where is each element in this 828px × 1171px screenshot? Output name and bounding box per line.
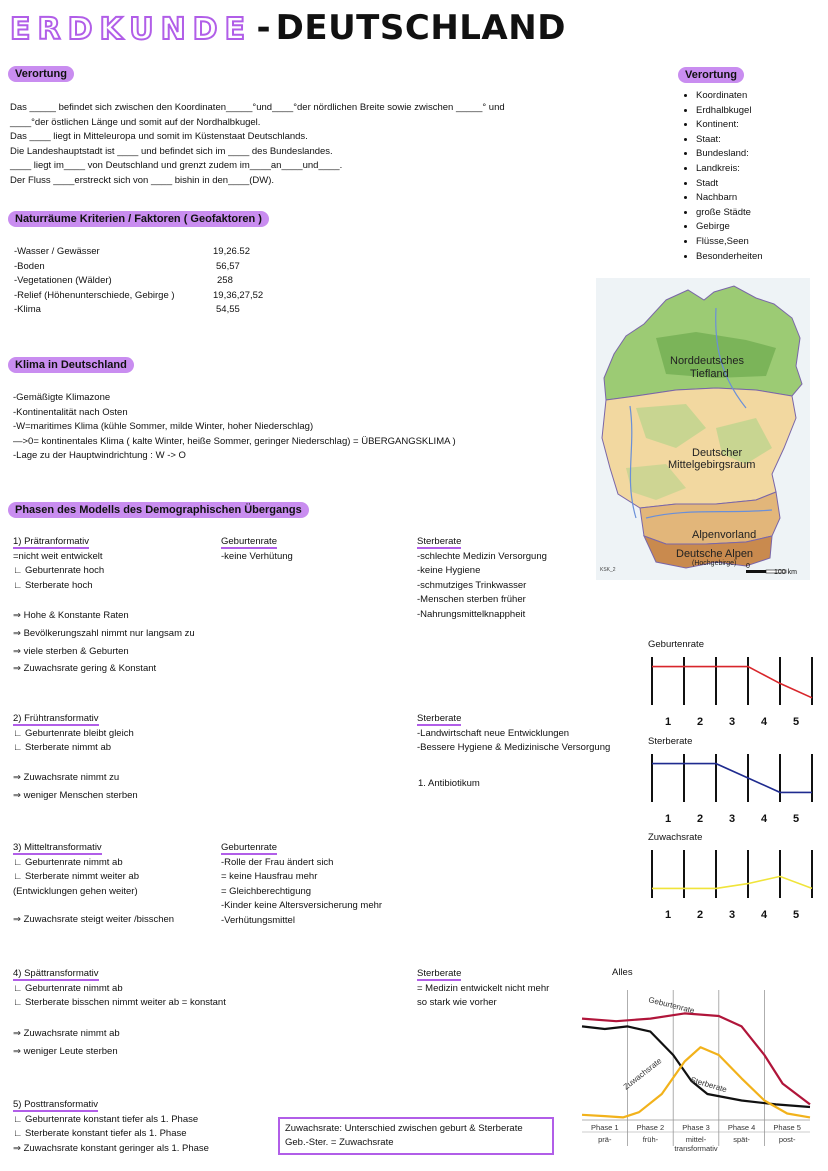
- verortung-text: [10, 101, 505, 189]
- phase-line: (Entwicklungen gehen weiter): [13, 885, 138, 897]
- chart-tick-label: 3: [729, 715, 736, 728]
- chart-svg: [648, 846, 818, 924]
- chart-tick-label: 1: [665, 715, 672, 728]
- chart-title: Zuwachsrate: [648, 832, 703, 843]
- map-label: Deutscher: [692, 447, 743, 459]
- zuwachsrate-box: [278, 1117, 554, 1155]
- checklist-item: • große Städte: [696, 206, 763, 221]
- chart-tick-label: 2: [697, 908, 704, 921]
- phase1-left: [13, 535, 104, 593]
- chart-tick-label: 4: [761, 715, 768, 728]
- naturraeume-pages: [213, 245, 263, 318]
- phase3-left: [13, 841, 139, 899]
- phase-arrow: ⇒ Zuwachsrate steigt weiter /bisschen: [13, 914, 175, 925]
- chart-tick-label: 5: [793, 908, 800, 921]
- phase-line: =nicht weit entwickelt: [13, 550, 103, 562]
- phase-line: ∟ Geburtenrate nimmt ab: [13, 856, 123, 868]
- naturraeume-labels: [14, 245, 175, 318]
- phase-line: ∟ Sterberate konstant tiefer als 1. Phase: [13, 1128, 187, 1140]
- phase-line: ∟ Sterberate bisschen nimmt weiter ab = konstant: [13, 997, 226, 1009]
- phase-line: -keine Hygiene: [417, 565, 481, 577]
- chart-tick-label: Phase 5: [773, 1123, 801, 1132]
- chart-alles: [578, 986, 814, 1167]
- chart-tick-label: Phase 1: [591, 1123, 619, 1132]
- phase2-title: 2) Frühtransformativ: [13, 713, 99, 724]
- phase-line: -Rolle der Frau ändert sich: [221, 856, 334, 868]
- checklist-item: • Nachbarn: [696, 191, 763, 206]
- naturraum-label: -Klima: [14, 304, 41, 316]
- phase-line: -Bessere Hygiene & Medizinische Versorgung: [417, 742, 611, 754]
- phase1-sterberate: [417, 535, 547, 623]
- chart-tick-label: 2: [697, 715, 704, 728]
- klima-line: -Gemäßigte Klimazone: [13, 392, 111, 403]
- phase-arrow: ⇒ viele sterben & Geburten: [13, 645, 129, 657]
- chart-tick-sublabel: spät-: [733, 1135, 750, 1144]
- klima-line: —>0= kontinentales Klima ( kalte Winter, heiße Sommer, geringer Niederschlag) = ÜBERGANGSKLIMA ): [13, 435, 456, 447]
- klima-line: -W=maritimes Klima (kühle Sommer, milde Winter, hoher Niederschlag): [13, 421, 314, 433]
- klima-line: -Kontinentalität nach Osten: [13, 406, 128, 418]
- title-dash: -: [256, 8, 272, 48]
- naturraum-label: -Relief (Höhenunterschiede, Gebirge ): [14, 289, 175, 301]
- geburtenrate-heading: Geburtenrate: [221, 536, 277, 547]
- map-label: Tiefland: [690, 368, 729, 380]
- chart-tick-label: 5: [793, 812, 800, 825]
- naturraum-label: -Boden: [14, 260, 45, 272]
- title-part1: ERDKUNDE: [10, 12, 253, 47]
- phase-line: -Kinder keine Altersversicherung mehr: [221, 900, 383, 912]
- checklist-heading: Verortung: [678, 67, 744, 83]
- germany-map: [596, 278, 810, 580]
- phase2-arrows: [13, 769, 138, 805]
- phase-line: -Menschen sterben früher: [417, 594, 526, 606]
- phase-line: ∟ Geburtenrate nimmt ab: [13, 982, 123, 994]
- map-label: Alpenvorland: [692, 529, 757, 541]
- naturraum-pages: 258: [217, 275, 233, 287]
- checklist-item: • Besonderheiten: [696, 250, 763, 265]
- phase-line: -keine Verhütung: [221, 550, 293, 562]
- naturraeume-section: [8, 209, 269, 227]
- verortung-line: Der Fluss ____erstreckt sich von ____ bishin in den____(DW).: [10, 174, 275, 186]
- chart-tick-label: 4: [761, 812, 768, 825]
- map-label: Mittelgebirgsraum: [668, 459, 756, 471]
- phase4-title: 4) Spättransformativ: [13, 968, 99, 979]
- phase-line: = Gleichberechtigung: [221, 885, 312, 897]
- map-label: Deutsche Alpen: [676, 548, 754, 560]
- verortung-line: Die Landeshauptstadt ist ____ und befindet sich im ____ des Bundeslandes.: [10, 145, 333, 157]
- chart-tick-label: 3: [729, 908, 736, 921]
- chart-geburtenrate: [648, 638, 818, 736]
- sterberate-heading: Sterberate: [417, 713, 462, 724]
- map-code: KSK_2: [600, 567, 616, 573]
- chart-series-line: [652, 666, 812, 697]
- checklist-item: • Stadt: [696, 177, 763, 192]
- chart-tick-label: Phase 2: [636, 1123, 665, 1132]
- sterberate-heading: Sterberate: [417, 536, 462, 547]
- phase-line: = keine Hausfrau mehr: [221, 871, 318, 883]
- phase-arrow: ⇒ weniger Menschen sterben: [13, 790, 138, 801]
- map-scale-zero: 0: [746, 563, 750, 570]
- verortung-line: Das _____ befindet sich zwischen den Koordinaten_____°und____°der nördlichen Breite sowie zwischen _____° und: [10, 102, 505, 113]
- phase-line: ∟ Sterberate nimmt ab: [13, 742, 112, 754]
- chart-zuwachsrate: [648, 831, 818, 929]
- verortung-line: Das ____ liegt in Mitteleuropa und somit im Küstenstaat Deutschlands.: [10, 131, 308, 143]
- chart-svg: [648, 653, 818, 731]
- klima-section: [8, 355, 134, 373]
- klima-heading: Klima in Deutschland: [8, 357, 134, 373]
- map-scale-km: 100 km: [774, 569, 797, 576]
- verortung-line: ____ liegt im____ von Deutschland und grenzt zudem im____an____und____.: [10, 160, 343, 172]
- phase-arrow: ⇒ Bevölkerungszahl nimmt nur langsam zu: [13, 627, 195, 639]
- chart-alles-svg: [578, 986, 814, 1162]
- phase2-sterberate: [417, 712, 610, 756]
- phase3-arrows: [13, 913, 174, 928]
- phase-line: -schlechte Medizin Versorgung: [417, 550, 547, 562]
- phase-line: ∟ Geburtenrate bleibt gleich: [13, 727, 134, 739]
- chart-svg: [648, 750, 818, 828]
- chart-tick-sublabel: früh-: [642, 1135, 659, 1144]
- checklist-item: • Bundesland:: [696, 147, 763, 162]
- checklist-item: • Staat:: [696, 133, 763, 148]
- checklist-item: • Erdhalbkugel: [696, 104, 763, 119]
- naturraeume-heading: Naturräume Kriterien / Faktoren ( Geofaktoren ): [8, 211, 269, 227]
- chart-tick-label: Phase 3: [682, 1123, 710, 1132]
- phase4-arrows: [13, 1025, 120, 1061]
- phase4-left: [13, 967, 226, 1011]
- checklist-item: • Kontinent:: [696, 118, 763, 133]
- chart-tick-sublabel: prä-: [598, 1135, 612, 1144]
- box-line: Geb.-Ster. = Zuwachsrate: [285, 1137, 394, 1148]
- phase-line: ⇒ Zuwachsrate konstant geringer als 1. Phase: [13, 1142, 209, 1154]
- chart-tick-label: 5: [793, 715, 800, 728]
- phase-arrow: ⇒ Hohe & Konstante Raten: [13, 610, 129, 621]
- phase3-title: 3) Mitteltransformativ: [13, 842, 102, 853]
- checklist-item: • Gebirge: [696, 220, 763, 235]
- chart-title: Sterberate: [648, 736, 693, 747]
- naturraum-pages: 54,55: [216, 304, 240, 316]
- map-label: (Hochgebirge): [692, 560, 737, 567]
- chart-series-label: Sterberate: [689, 1075, 728, 1095]
- chart-series-label: Zuwachsrate: [621, 1056, 664, 1092]
- chart-tick-label: 1: [665, 812, 672, 825]
- phase2-left: [13, 712, 134, 756]
- sterberate-heading: Sterberate: [417, 968, 462, 979]
- naturraum-label: -Vegetationen (Wälder): [14, 275, 112, 287]
- phase-line: -schmutziges Trinkwasser: [417, 579, 527, 591]
- phase-arrow: ⇒ Zuwachsrate gering & Konstant: [13, 663, 157, 675]
- geburtenrate-heading: Geburtenrate: [221, 842, 277, 853]
- germany-map-svg: [596, 278, 810, 580]
- verortung-section: [8, 64, 74, 82]
- naturraum-pages: 19,26.52: [213, 246, 250, 257]
- chart-sterberate: [648, 735, 818, 833]
- phase4-sterberate: [417, 967, 549, 1011]
- phase-line: so stark wie vorher: [417, 997, 497, 1009]
- checklist-item: • Koordinaten: [696, 89, 763, 104]
- naturraum-label: -Wasser / Gewässer: [14, 246, 100, 257]
- checklist: [678, 65, 763, 264]
- title-part2: DEUTSCHLAND: [275, 8, 566, 48]
- chart-tick-sublabel: post-: [778, 1135, 796, 1144]
- map-label: Norddeutsches: [670, 355, 744, 367]
- verortung-heading: Verortung: [8, 66, 74, 82]
- phase1-title: 1) Prätranformativ: [13, 536, 90, 547]
- chart-tick-label: 1: [665, 908, 672, 921]
- phasen-section: [8, 500, 309, 518]
- chart-tick-label: 3: [729, 812, 736, 825]
- chart-series-line: [652, 876, 812, 888]
- phase-line: ∟ Sterberate nimmt weiter ab: [13, 871, 139, 883]
- phase2-extra: 1. Antibiotikum: [418, 778, 480, 789]
- chart-tick-label: Phase 4: [727, 1123, 756, 1132]
- phasen-heading: Phasen des Modells des Demographischen Übergangs: [8, 502, 309, 518]
- chart-tick-sublabel: mittel-: [685, 1135, 707, 1144]
- checklist-item: • Flüsse,Seen: [696, 235, 763, 250]
- checklist-item: • Landkreis:: [696, 162, 763, 177]
- klima-line: -Lage zu der Hauptwindrichtung : W -> O: [13, 450, 186, 462]
- chart-tick-sublabel: transformativ: [674, 1144, 718, 1153]
- phase1-arrows: [13, 607, 195, 678]
- box-line: Zuwachsrate: Unterschied zwischen geburt & Sterberate: [285, 1123, 523, 1134]
- phase-line: -Nahrungsmittelknappheit: [417, 608, 526, 620]
- chart-tick-label: 2: [697, 812, 704, 825]
- phase-line: ∟ Geburtenrate hoch: [13, 565, 105, 577]
- phase-line: = Medizin entwickelt nicht mehr: [417, 982, 550, 994]
- phase1-geburtenrate: [221, 535, 293, 564]
- phase5-title: 5) Posttransformativ: [13, 1099, 98, 1110]
- chart-series-label: Geburtenrate: [647, 995, 696, 1016]
- phase-arrow: ⇒ Zuwachsrate nimmt ab: [13, 1028, 120, 1039]
- phase-line: -Landwirtschaft neue Entwicklungen: [417, 727, 570, 739]
- phase-arrow: ⇒ Zuwachsrate nimmt zu: [13, 772, 120, 783]
- phase-line: -Verhütungsmittel: [221, 914, 295, 926]
- phase3-geburtenrate: [221, 841, 382, 929]
- naturraum-pages: 56,57: [216, 260, 240, 272]
- chart-series-line: [652, 763, 812, 792]
- chart-title: Geburtenrate: [648, 639, 704, 650]
- verortung-line: ____°der östlichen Länge und somit auf der Nordhalbkugel.: [10, 116, 261, 128]
- naturraum-pages: 19,36,27,52: [213, 289, 264, 301]
- phase-arrow: ⇒ weniger Leute sterben: [13, 1046, 118, 1057]
- chart-alles-title: Alles: [612, 967, 633, 978]
- page-title: [10, 8, 566, 48]
- phase-line: ∟ Sterberate hoch: [13, 579, 93, 591]
- klima-text: [13, 391, 456, 464]
- phase-line: ∟ Geburtenrate konstant tiefer als 1. Phase: [13, 1113, 199, 1125]
- chart-tick-label: 4: [761, 908, 768, 921]
- phase5-left: [13, 1098, 209, 1156]
